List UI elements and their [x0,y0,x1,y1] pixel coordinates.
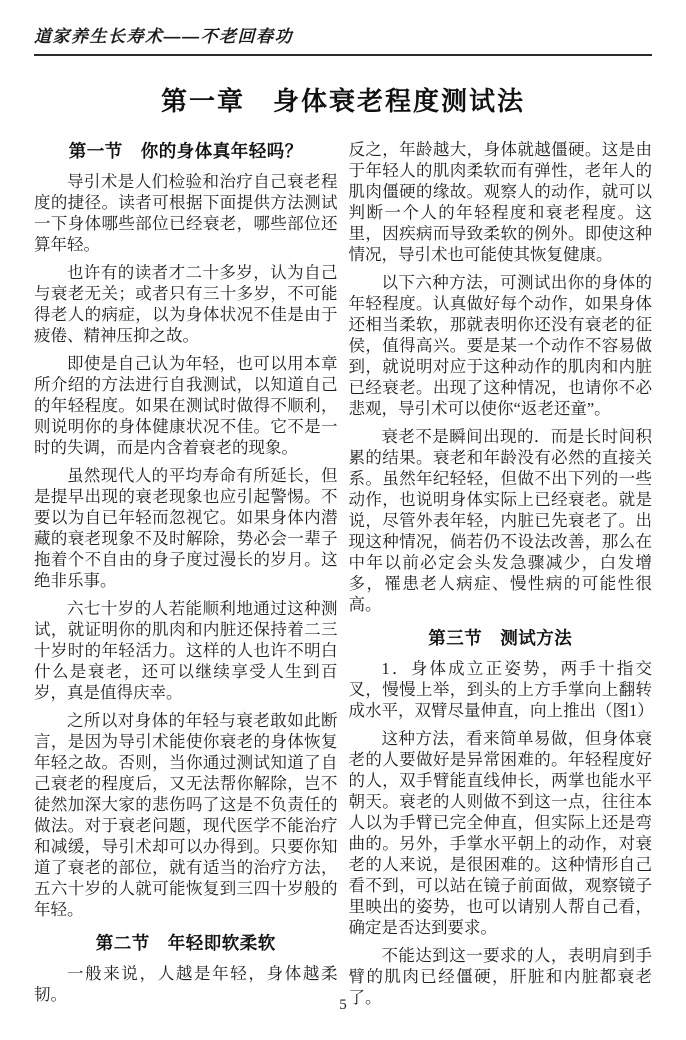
paragraph: 也许有的读者才二十多岁，认为自己与衰老无关；或者只有三十多岁，不可能得老人的病症，以为身体状况不佳是由于疲倦、精神压抑之故。 [34,263,338,345]
paragraph: 六七十岁的人若能顺利地通过这种测试，就证明你的肌肉和内脏还保持着二三十岁时的年轻活力。这样的人也许不明白什么是衰老，还可以继续享受人生到百岁，真是值得庆幸。 [34,599,338,702]
right-column [349,139,653,1015]
paragraph-continued: 反之，年龄越大，身体就越僵硬。这是由于年轻人的肌肉柔软而有弹性，老年人的肌肉僵硬的缘故。观察人的动作，就可以判断一个人的年轻程度和衰老程度。这里，因疾病而导致柔软的例外。即使这种情况，导引术也可能使其恢复健康。 [348,140,652,264]
paragraph: 一般来说，人越是年轻，身体越柔韧。 [34,964,338,1004]
paragraph: 衰老不是瞬间出现的．而是长时间积累的结果。衰老和年龄没有必然的直接关系。虽然年纪轻轻，但做不出下列的一些动作，也说明身体实际上已经衰老。就是说，尽管外表年轻，内脏已先衰老了。出现这种情况，倘若仍不设法改善，那么在中年以前必定会头发急骤减少，白发增多，罹患老人病症、慢性病的可能性很高。 [348,427,652,614]
header-rule [34,54,652,56]
paragraph: 1．身体成立正姿势，两手十指交叉，慢慢上举，到头的上方手掌向上翻转成水平，双臂尽量伸直，向上推出（图1） [348,659,654,720]
two-column-layout [34,139,652,1015]
chapter-title: 第一章 身体衰老程度测试法 [160,86,525,116]
section-3-heading: 第三节 测试方法 [428,628,573,648]
paragraph: 导引术是人们检验和治疗自己衰老程度的捷径。读者可根据下面提供方法测试一下身体哪些部位已经衰老，哪些部位还算年轻。 [34,172,338,254]
paragraph: 即使是自己认为年轻，也可以用本章所介绍的方法进行自我测试，以知道自己的年轻程度。如果在测试时做得不顺利，则说明你的身体健康状况不佳。它不是一时的失调，而是内含着衰老的现象。 [34,354,338,457]
section-1-heading: 第一节 你的身体真年轻吗？ [68,141,303,161]
running-header: 道家养生长寿术——不老回春功 [34,27,293,46]
paragraph: 不能达到这一要求的人，表明肩到手臂的肌肉已经僵硬，肝脏和内脏都衰老了。 [348,946,652,1007]
page-number: 5 [339,997,347,1013]
section-2-heading: 第二节 年轻即软柔软 [95,933,276,953]
paragraph: 以下六种方法，可测试出你的身体的年轻程度。认真做好每个动作，如果身体还相当柔软，那就表明你还没有衰老的征侯，值得高兴。要是某一个动作不容易做到，就说明对应于这种动作的肌肉和内脏已经衰老。出现了这种情况，也请你不必悲观，导引术可以使你“返老还童”。 [348,273,652,418]
paragraph: 虽然现代人的平均寿命有所延长，但是提早出现的衰老现象也应引起警惕。不要以为自已年轻而忽视它。如果身体内潜藏的衰老现象不及时解除，势必会一辈子拖着个不自由的身子度过漫长的岁月。这绝非乐事。 [34,466,338,590]
left-column [34,139,338,1015]
paragraph: 这种方法，看来简单易做，但身体衰老的人要做好是异常困难的。年轻程度好的人，双手臂能直线伸长，两掌也能水平朝天。衰老的人则做不到这一点，往往本人以为手臂已完全伸直，但实际上还是弯曲的。另外，手掌水平朝上的动作，对衰老的人来说，是很困难的。这种情形自己看不到，可以站在镜子前面做，观察镜子里映出的姿势，也可以请别人帮自己看，确定是否达到要求。 [348,729,652,937]
paragraph: 之所以对身体的年轻与衰老敢如此断言，是因为导引术能使你衰老的身体恢复年轻之故。否则，当你通过测试知道了自己衰老的程度后，又无法帮你解除，岂不徒然加深大家的悲伤吗了这是不负责任的做法。对于衰老问题，现代医学不能治疗和减缓，导引术却可以办得到。只要你知道了衰老的部位，就有适当的治疗方法，五六十岁的人就可能恢复到三四十岁般的年轻。 [34,711,338,919]
